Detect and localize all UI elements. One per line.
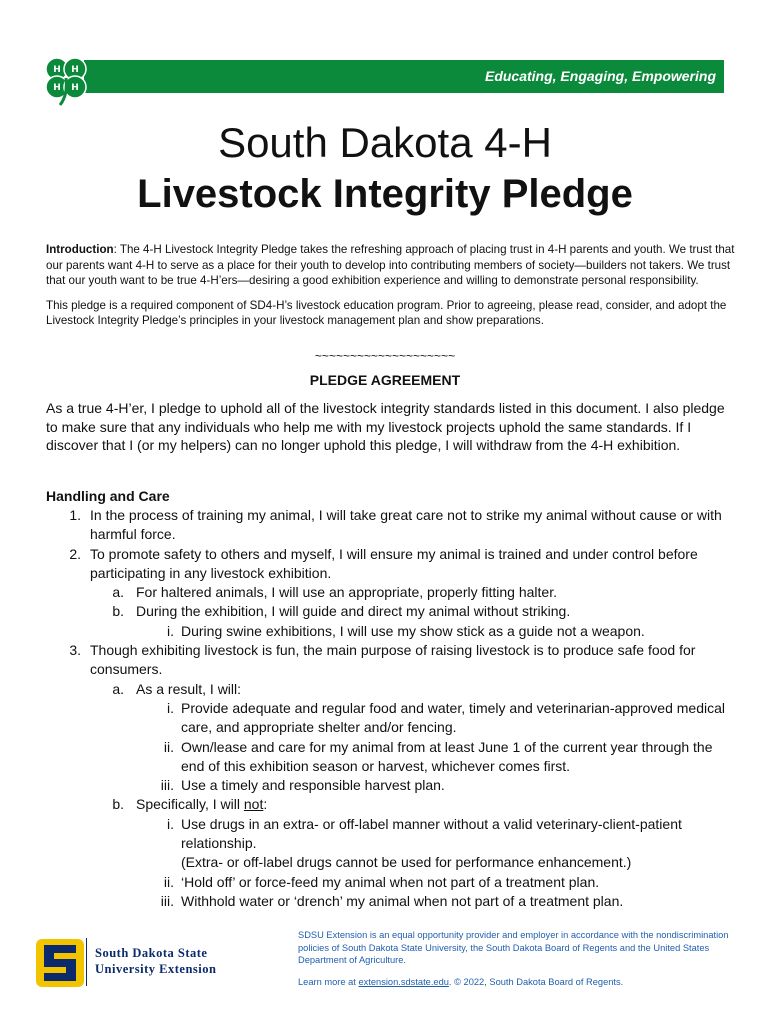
footer-notice: SDSU Extension is an equal opportunity provider and employer in accordance with the nondiscrimination policies of South Dakota State University, the South Dakota Board of Regents and the United States Department of Agriculture. xyxy=(298,930,729,965)
svg-text:H: H xyxy=(53,83,61,93)
svg-text:H: H xyxy=(71,83,79,93)
tagline-banner: Educating, Engaging, Empowering xyxy=(84,60,724,93)
list-item: a. For haltered animals, I will use an appropriate, properly fitting halter. xyxy=(112,584,557,601)
footer-learn-more: Learn more at extension.sdstate.edu. © 2022, South Dakota Board of Regents. xyxy=(298,977,624,987)
list-item: 2. To promote safety to others and myself, I will ensure my animal is trained and under control before participating in any livestock exhibition. xyxy=(69,545,698,581)
sdsu-logo-icon xyxy=(32,933,92,993)
pledge-agreement: As a true 4-H’er, I pledge to uphold all of the livestock integrity standards listed in this document. I also pledge to make sure that any individuals who help me with my livestock projects uphold the same standards. If I discover that I (or my helpers) can no longer uphold this pledge, I will withdraw from the 4-H exhibition. xyxy=(46,400,725,453)
list-item: iii. Withhold water or ‘drench’ my animal when not part of a treatment plan. xyxy=(160,892,624,909)
intro-label: Introduction xyxy=(46,243,114,256)
list-item: b. Specifically, I will not: xyxy=(112,796,268,813)
list-item: ii. Own/lease and care for my animal from at least June 1 of the current year through the end of this exhibition season or harvest, whichever comes first. xyxy=(163,738,713,774)
list-item: iii. Use a timely and responsible harvest plan. xyxy=(160,777,445,794)
title-line1: South Dakota 4-H xyxy=(218,119,552,166)
list-item: i. During swine exhibitions, I will use my show stick as a guide not a weapon. xyxy=(167,622,645,639)
footer-org-name: South Dakota State University Extension xyxy=(95,946,217,976)
handling-title: Handling and Care xyxy=(46,488,170,504)
list-item: i. Provide adequate and regular food and water, timely and veterinarian-approved medical care, and appropriate shelter and/or fencing. xyxy=(167,699,726,736)
4h-clover-icon xyxy=(38,53,94,109)
divider: ~~~~~~~~~~~~~~~~~~~~ xyxy=(314,349,456,363)
list-item: (Extra- or off-label drugs cannot be used for performance enhancement.) xyxy=(181,854,632,871)
list-item: i. Use drugs in an extra- or off-label manner without a valid veterinary-client-patient relationship. xyxy=(167,815,682,852)
intro-paragraph xyxy=(46,242,736,289)
list-item: 3. Though exhibiting livestock is fun, the main purpose of raising livestock is to produce safe food for consumers. xyxy=(69,642,696,678)
list-item: ii. ‘Hold off’ or force-feed my animal when not part of a treatment plan. xyxy=(163,873,600,890)
intro-paragraph-2: This pledge is a required component of SD4-H’s livestock education program. Prior to agreeing, please read, consider, and adopt the Livestock Integrity Pledge’s principles in your livestock management plan and show preparations. xyxy=(46,298,727,327)
svg-text:H: H xyxy=(53,65,61,75)
handling-list xyxy=(46,506,736,911)
header xyxy=(0,48,770,98)
title-line2: Livestock Integrity Pledge xyxy=(137,172,633,216)
list-item: b. During the exhibition, I will guide and direct my animal without striking. xyxy=(112,603,571,620)
pledge-heading: PLEDGE AGREEMENT xyxy=(309,372,461,388)
list-item: a. As a result, I will: xyxy=(112,680,242,697)
intro-section xyxy=(46,242,736,338)
list-item: 1. In the process of training my animal, I will take great care not to strike my animal without cause or with harmful force. xyxy=(69,507,722,543)
intro-text: : The 4-H Livestock Integrity Pledge takes the refreshing approach of placing trust in 4-H parents and youth. We trust that our parents want 4-H to serve as a place for their youth to develop into contributing members of society—builders not takers. We trust that our youth want to be true 4-H’ers—desiring a good exhibition experience and willing to demonstrate personal responsibility. xyxy=(46,243,735,287)
extension-link[interactable]: extension.sdstate.edu xyxy=(358,977,449,987)
footer-divider xyxy=(86,938,87,986)
svg-text:H: H xyxy=(71,65,79,75)
